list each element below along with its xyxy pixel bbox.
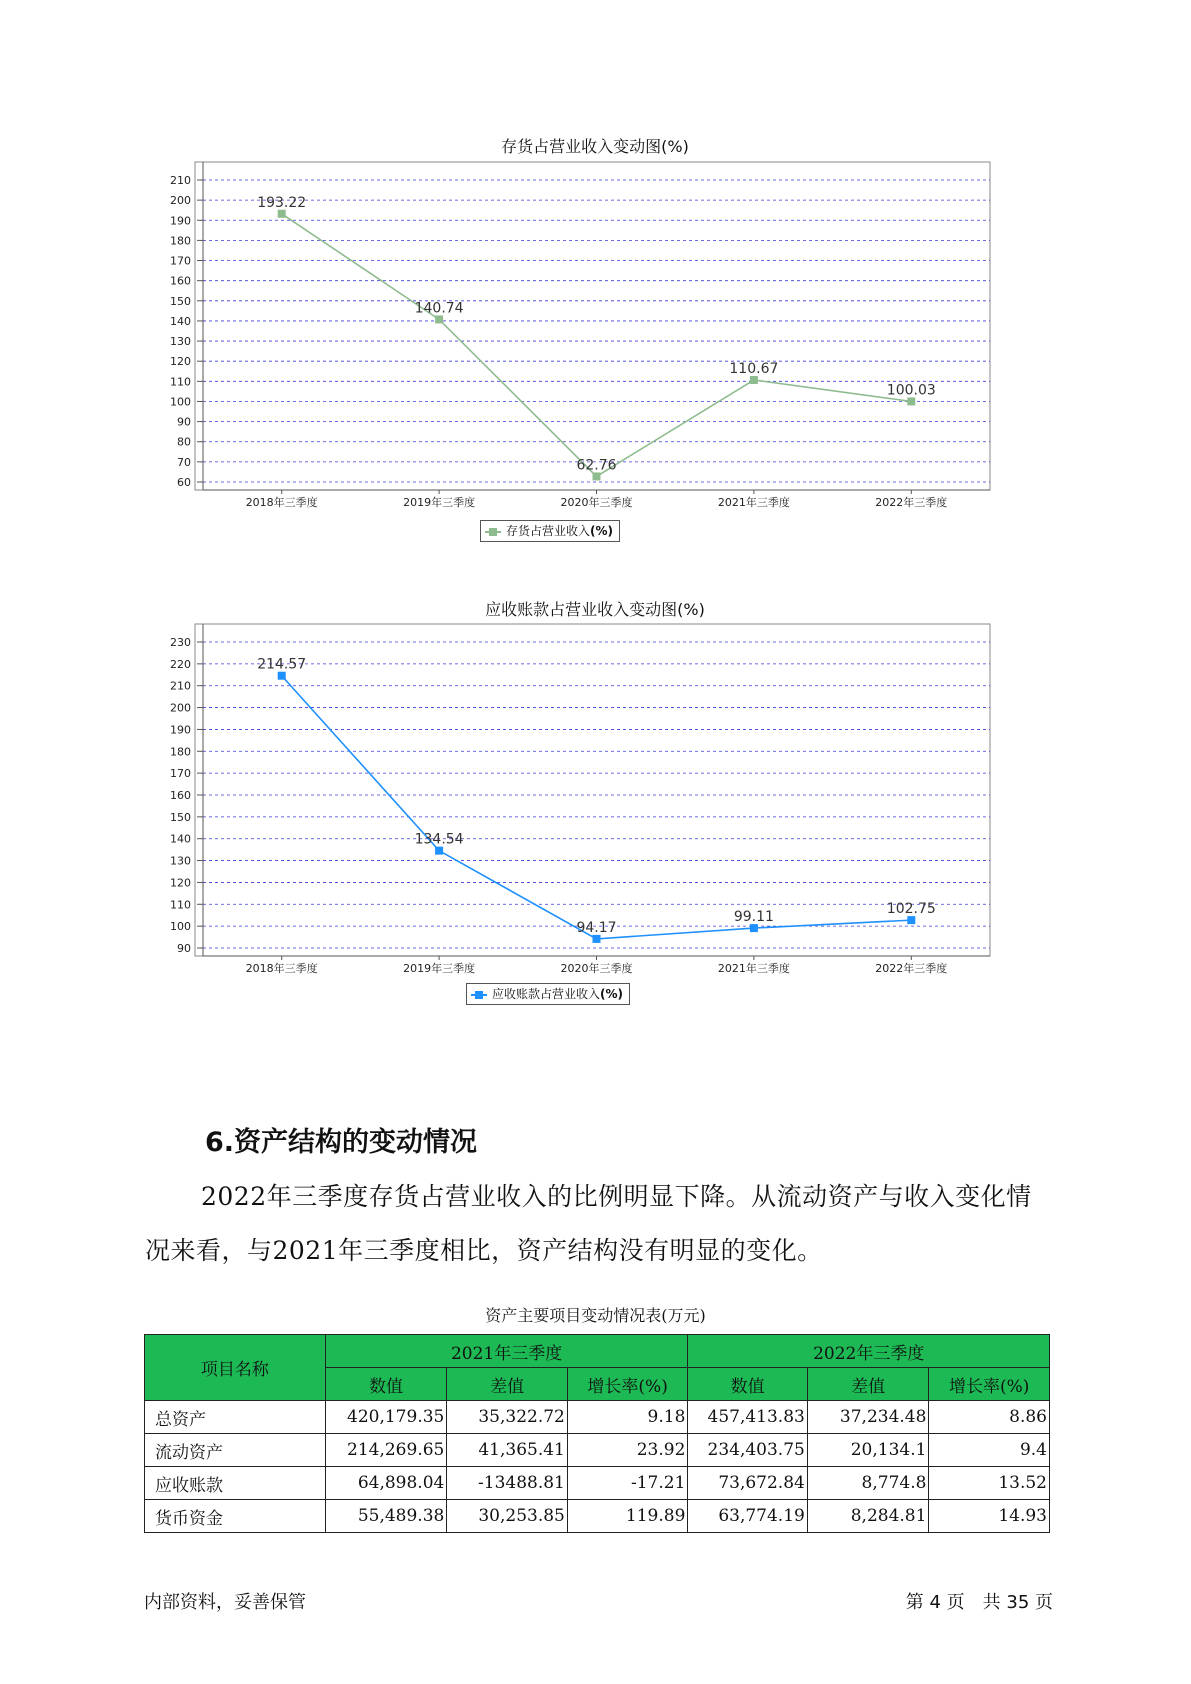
chart2-data-label: 134.54 bbox=[414, 831, 464, 848]
chart2-y-tick-label: 100 bbox=[170, 920, 191, 934]
cell: 41,365.41 bbox=[447, 1434, 568, 1467]
cell: 30,253.85 bbox=[447, 1500, 568, 1533]
cell: 8,284.81 bbox=[807, 1500, 929, 1533]
chart2-legend-swatch bbox=[471, 994, 487, 996]
chart2-y-tick-label: 140 bbox=[170, 832, 191, 846]
section-paragraph: 2022年三季度存货占营业收入的比例明显下降。从流动资产与收入变化情况来看，与2021年三季度相比，资产结构没有明显的变化。 bbox=[145, 1182, 1032, 1265]
chart1-y-tick-label: 150 bbox=[170, 294, 191, 308]
chart1-legend bbox=[480, 520, 620, 542]
row-name: 总资产 bbox=[145, 1401, 326, 1434]
chart1-x-tick-label: 2021年三季度 bbox=[717, 496, 790, 509]
chart2-data-point bbox=[278, 672, 286, 680]
chart2-data-point bbox=[750, 924, 758, 932]
cell: 35,322.72 bbox=[447, 1401, 568, 1434]
subheader: 差值 bbox=[447, 1368, 568, 1401]
chart1-x-tick-label: 2018年三季度 bbox=[245, 496, 318, 509]
cell: 420,179.35 bbox=[325, 1401, 447, 1434]
chart1-data-point bbox=[593, 472, 601, 480]
chart2-y-tick-label: 110 bbox=[170, 898, 191, 912]
cell: 73,672.84 bbox=[688, 1467, 807, 1500]
chart1-y-tick-label: 180 bbox=[170, 234, 191, 248]
chart2-y-tick-label: 130 bbox=[170, 854, 191, 868]
chart2-x-tick-label: 2018年三季度 bbox=[245, 962, 318, 975]
table-header-row bbox=[145, 1335, 1050, 1368]
chart2-y-tick-label: 120 bbox=[170, 876, 191, 890]
chart1-y-tick-label: 120 bbox=[170, 355, 191, 369]
section-heading: 6.资产结构的变动情况 bbox=[205, 1127, 478, 1158]
chart1-x-tick-label: 2019年三季度 bbox=[403, 496, 476, 509]
chart1-y-tick-label: 200 bbox=[170, 194, 191, 208]
chart1-y-tick-label: 80 bbox=[177, 435, 191, 449]
chart1-data-label: 100.03 bbox=[886, 382, 936, 399]
chart2-x-tick-label: 2021年三季度 bbox=[717, 962, 790, 975]
row-name: 货币资金 bbox=[145, 1500, 326, 1533]
chart1-data-point bbox=[907, 397, 915, 405]
subheader: 数值 bbox=[325, 1368, 447, 1401]
subheader: 数值 bbox=[688, 1368, 807, 1401]
chart2-y-tick-label: 190 bbox=[170, 723, 191, 737]
chart2-y-tick-label: 220 bbox=[170, 657, 191, 671]
row-name: 流动资产 bbox=[145, 1434, 326, 1467]
cell: 37,234.48 bbox=[807, 1401, 929, 1434]
page-number: 第 4 页 共 35 页 bbox=[905, 1592, 1053, 1613]
cell: -17.21 bbox=[567, 1467, 688, 1500]
cell: 13.52 bbox=[929, 1467, 1050, 1500]
chart1-y-tick-label: 100 bbox=[170, 395, 191, 409]
chart1-y-tick-label: 190 bbox=[170, 214, 191, 228]
chart1-y-tick-label: 90 bbox=[177, 415, 191, 429]
cell: 457,413.83 bbox=[688, 1401, 807, 1434]
chart1-data-label: 110.67 bbox=[729, 360, 779, 377]
cell: 214,269.65 bbox=[325, 1434, 447, 1467]
cell: 8.86 bbox=[929, 1401, 1050, 1434]
chart1-y-tick-label: 160 bbox=[170, 274, 191, 288]
chart2-y-tick-label: 170 bbox=[170, 767, 191, 781]
chart2-legend-unit: (%) bbox=[600, 987, 624, 1001]
chart2-plot-frame bbox=[195, 624, 990, 956]
chart1-data-label: 140.74 bbox=[414, 300, 464, 317]
cell: 63,774.19 bbox=[688, 1500, 807, 1533]
cell: 23.92 bbox=[567, 1434, 688, 1467]
cell: 14.93 bbox=[929, 1500, 1050, 1533]
chart2-plot bbox=[145, 620, 1045, 980]
chart1-y-tick-label: 60 bbox=[177, 476, 191, 489]
cell: 234,403.75 bbox=[688, 1434, 807, 1467]
subheader: 增长率(%) bbox=[567, 1368, 688, 1401]
chart1-legend-swatch bbox=[485, 531, 501, 533]
subheader: 差值 bbox=[807, 1368, 929, 1401]
chart2-x-tick-label: 2022年三季度 bbox=[875, 962, 948, 975]
chart1-title: 存货占营业收入变动图(%) bbox=[501, 137, 689, 156]
chart1-data-point bbox=[435, 315, 443, 323]
cell: 20,134.1 bbox=[807, 1434, 929, 1467]
chart2-legend-label: 应收账款占营业收入 bbox=[492, 987, 601, 1001]
chart2-data-label: 102.75 bbox=[886, 901, 936, 918]
table-title: 资产主要项目变动情况表(万元) bbox=[485, 1306, 706, 1325]
chart1-legend-label: 存货占营业收入 bbox=[506, 524, 591, 538]
chart1-data-label: 62.76 bbox=[576, 457, 617, 474]
table-row bbox=[145, 1401, 1050, 1434]
chart1-data-point bbox=[750, 376, 758, 384]
cell: 8,774.8 bbox=[807, 1467, 929, 1500]
subheader: 增长率(%) bbox=[929, 1368, 1050, 1401]
table-row bbox=[145, 1434, 1050, 1467]
chart1-y-tick-label: 110 bbox=[170, 375, 191, 389]
chart1-y-tick-label: 130 bbox=[170, 335, 191, 349]
chart1-y-tick-label: 70 bbox=[177, 455, 191, 469]
footer-note: 内部资料，妥善保管 bbox=[144, 1592, 306, 1613]
cell: 55,489.38 bbox=[325, 1500, 447, 1533]
cell: -13488.81 bbox=[447, 1467, 568, 1500]
cell: 9.18 bbox=[567, 1401, 688, 1434]
chart2-y-tick-label: 150 bbox=[170, 810, 191, 824]
chart2-legend bbox=[466, 983, 630, 1005]
chart2-data-point bbox=[593, 935, 601, 943]
chart1-y-tick-label: 140 bbox=[170, 314, 191, 328]
chart1-y-tick-label: 170 bbox=[170, 254, 191, 268]
chart2-data-label: 94.17 bbox=[576, 919, 617, 936]
period2-header: 2022年三季度 bbox=[688, 1335, 1050, 1368]
chart1-x-tick-label: 2020年三季度 bbox=[560, 496, 633, 509]
chart2-y-tick-label: 160 bbox=[170, 789, 191, 802]
chart2-y-tick-label: 90 bbox=[177, 942, 191, 955]
chart2-y-tick-label: 200 bbox=[170, 701, 191, 715]
row-name: 应收账款 bbox=[145, 1467, 326, 1500]
table-row bbox=[145, 1500, 1050, 1533]
chart2-data-point bbox=[435, 847, 443, 855]
chart1-plot-frame bbox=[195, 162, 990, 490]
chart1-x-tick-label: 2022年三季度 bbox=[875, 496, 948, 509]
chart1-data-point bbox=[278, 210, 286, 218]
chart2-data-point bbox=[907, 916, 915, 924]
chart2-x-tick-label: 2020年三季度 bbox=[560, 962, 633, 975]
chart1-y-tick-label: 210 bbox=[170, 174, 191, 187]
col-item-header: 项目名称 bbox=[145, 1335, 326, 1401]
chart1-data-label: 193.22 bbox=[257, 194, 307, 211]
chart1-legend-unit: (%) bbox=[590, 524, 614, 538]
cell: 9.4 bbox=[929, 1434, 1050, 1467]
chart2-data-label: 214.57 bbox=[257, 656, 307, 673]
table-row bbox=[145, 1467, 1050, 1500]
chart2-y-tick-label: 180 bbox=[170, 745, 191, 759]
cell: 64,898.04 bbox=[325, 1467, 447, 1500]
cell: 119.89 bbox=[567, 1500, 688, 1533]
chart2-y-tick-label: 210 bbox=[170, 679, 191, 693]
period1-header: 2021年三季度 bbox=[325, 1335, 688, 1368]
asset-table bbox=[144, 1334, 1050, 1533]
chart2-data-label: 99.11 bbox=[733, 909, 774, 926]
chart1-plot bbox=[145, 158, 1045, 538]
chart2-x-tick-label: 2019年三季度 bbox=[403, 962, 476, 975]
chart2-y-tick-label: 230 bbox=[170, 636, 191, 649]
chart2-title: 应收账款占营业收入变动图(%) bbox=[485, 600, 705, 619]
